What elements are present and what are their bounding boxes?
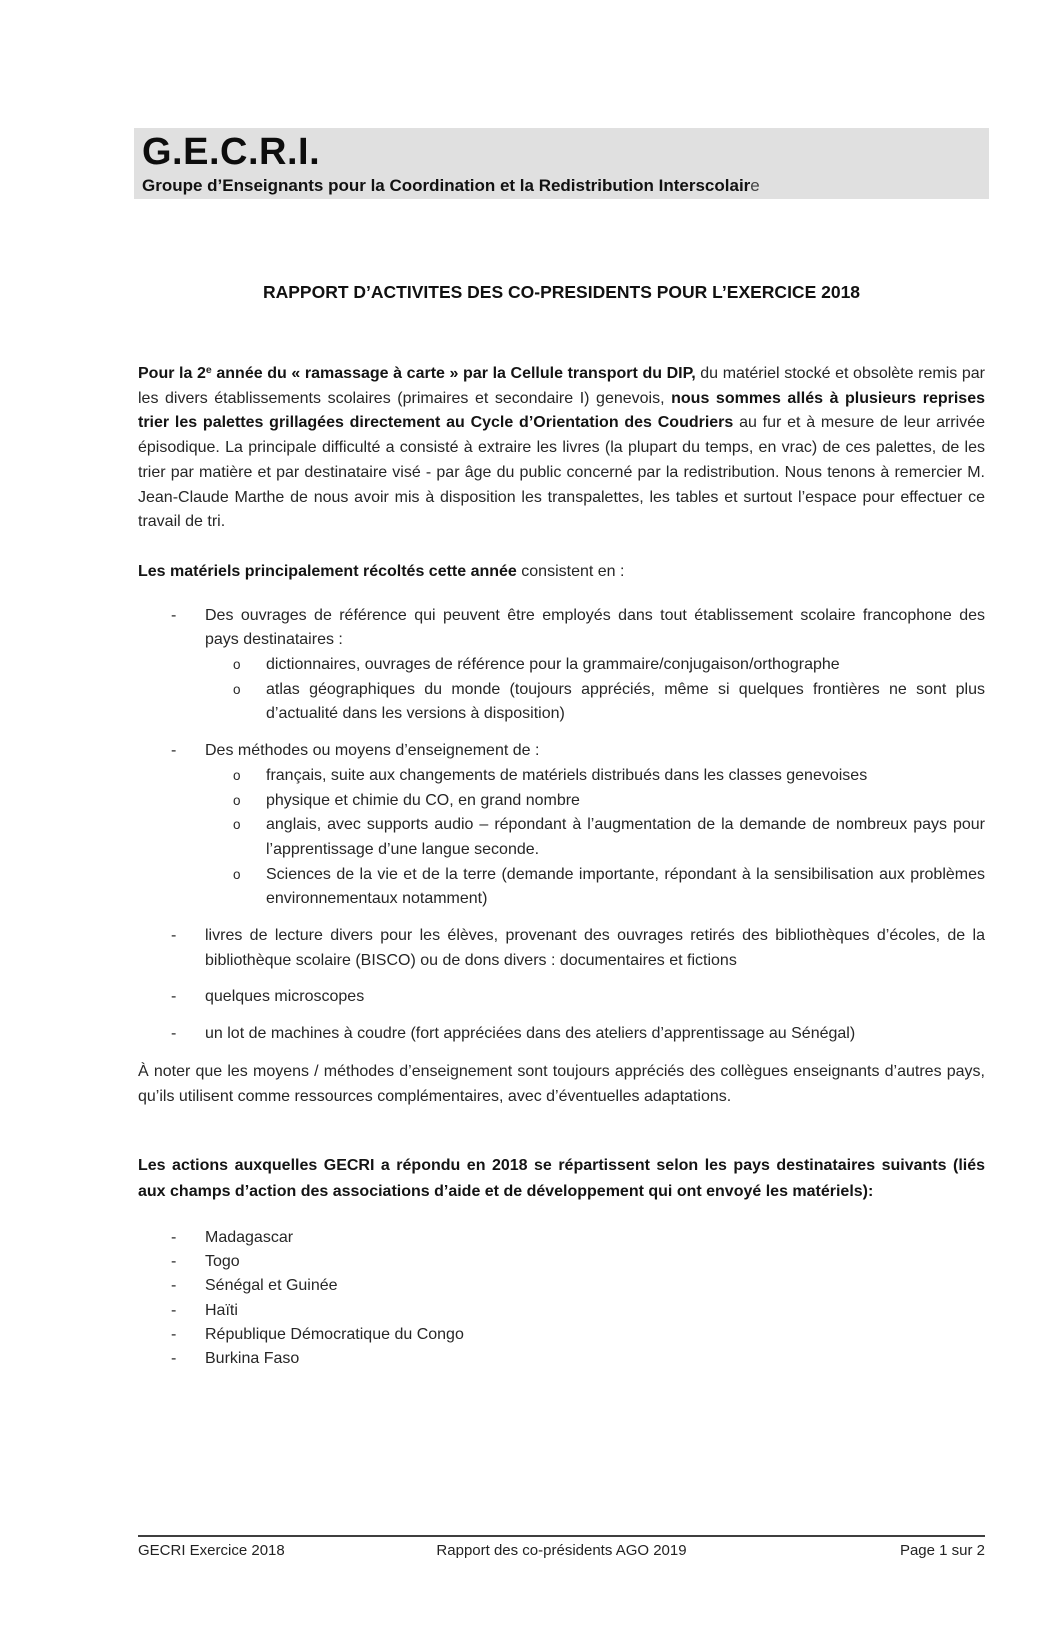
ordinal-superscript: e xyxy=(205,364,212,376)
sub-list-item xyxy=(138,653,985,678)
dash-bullet: - xyxy=(171,1025,177,1043)
intro-paragraph xyxy=(138,358,985,535)
footer-right-text: Page 1 sur 2 xyxy=(899,1542,985,1559)
sub-list-item xyxy=(138,863,985,912)
sub-list-item-text: français, suite aux changements de matériels distribués dans les classes genevoises xyxy=(266,766,868,784)
list-item xyxy=(138,924,985,973)
list-item-text: Des méthodes ou moyens d’enseignement de : xyxy=(205,742,540,760)
country-list-item-text: Burkina Faso xyxy=(205,1350,300,1368)
country-list-item xyxy=(138,1323,985,1347)
organization-subtitle-tail: e xyxy=(750,176,760,195)
sub-list-item-text: Sciences de la vie et de la terre (demande importante, répondant à la sensibilisation aux problèmes environnementaux notamment) xyxy=(266,865,985,908)
dash-bullet: - xyxy=(171,1326,177,1344)
circle-bullet: o xyxy=(233,767,241,783)
circle-bullet: o xyxy=(233,792,241,808)
circle-bullet: o xyxy=(233,866,241,882)
list-item-text: livres de lecture divers pour les élèves, provenant des ouvrages retirés des bibliothèques d’écoles, de la bibliothèque scolaire (BISCO) ou de dons divers : documentaires et fictions xyxy=(205,927,985,969)
sub-list-item xyxy=(138,678,985,727)
country-list-item xyxy=(138,1299,985,1323)
sub-list-item xyxy=(138,789,985,814)
dash-bullet: - xyxy=(171,927,177,945)
list-item xyxy=(138,604,985,653)
organization-subtitle xyxy=(142,175,989,196)
dash-bullet: - xyxy=(171,1228,177,1246)
intro-regular-1: du matériel stocké et obsolète remis par les divers établissements scolaires (primaires et secondaire I) genevois, xyxy=(138,365,986,407)
list-item xyxy=(138,1022,985,1047)
organization-subtitle-main: Groupe d’Enseignants pour la Coordination et la Redistribution Interscolair xyxy=(142,176,751,195)
sub-list-item-text: dictionnaires, ouvrages de référence pour la grammaire/conjugaison/orthographe xyxy=(266,656,840,674)
country-list-item xyxy=(138,1250,985,1274)
sub-list-item-text: anglais, avec supports audio – répondant à l’augmentation de la demande de nombreux pays pour l’apprentissage d’une langue seconde. xyxy=(266,816,985,858)
country-list-item-text: Togo xyxy=(205,1253,240,1271)
list-item-text: un lot de machines à coudre (fort appréciées dans des ateliers d’apprentissage au Sénégal) xyxy=(205,1025,856,1043)
list-item xyxy=(138,739,985,764)
list-item-text: quelques microscopes xyxy=(205,988,365,1006)
intro-bold-2: nous sommes allés à plusieurs reprises trier les palettes grillagées directement au Cycle d’Orientation des Coudriers xyxy=(138,389,985,432)
list-item-text: Des ouvrages de référence qui peuvent être employés dans tout établissement scolaire francophone des pays destinataires : xyxy=(205,606,985,649)
countries-list xyxy=(138,1226,985,1372)
note-paragraph: À noter que les moyens / méthodes d’enseignement sont toujours appréciés des collègues enseignants d’autres pays, qu’ils utilisent comme ressources complémentaires, avec d’éventuelles adaptations. xyxy=(138,1062,985,1105)
circle-bullet: o xyxy=(233,681,241,697)
materials-heading-bold: Les matériels principalement récoltés cette année xyxy=(138,562,517,580)
intro-bold-lead-rest: année du « ramassage à carte » par la Cellule transport du DIP, xyxy=(211,365,696,382)
footer-left-text: GECRI Exercice 2018 xyxy=(138,1542,285,1559)
country-list-item-text: République Démocratique du Congo xyxy=(205,1326,464,1344)
country-list-item-text: Sénégal et Guinée xyxy=(205,1277,338,1295)
country-list-item-text: Haïti xyxy=(205,1301,238,1319)
country-list-item xyxy=(138,1347,985,1371)
dash-bullet: - xyxy=(171,742,177,760)
page-footer xyxy=(138,1535,985,1559)
dash-bullet: - xyxy=(171,1277,177,1295)
materials-heading-rest: consistent en : xyxy=(516,562,625,580)
materials-section-heading xyxy=(138,560,985,585)
sub-list-item-text: physique et chimie du CO, en grand nombre xyxy=(266,791,580,809)
document-page xyxy=(0,128,1058,1372)
country-list-item-text: Madagascar xyxy=(205,1228,294,1246)
dash-bullet: - xyxy=(171,988,177,1006)
sub-list-item-text: atlas géographiques du monde (toujours appréciés, même si quelques frontières ne sont plus d’actualité dans les versions à disposition) xyxy=(266,680,985,723)
dash-bullet: - xyxy=(171,606,177,624)
intro-regular-2: au fur et à mesure de leur arrivée épisodique. La principale difficulté a consisté à extraire les livres (la plupart du temps, en vrac) de ces palettes, de les trier par matière et par destinataire visé - par âge du public concerné par la redistribution. Nous tenons à remercier M. Jean-Claude Marthe de nous avoir mis à disposition les transpalettes, les tables et surtout l’espace pour effectuer ce travail de tri. xyxy=(138,414,985,531)
country-list-item xyxy=(138,1274,985,1298)
header-banner xyxy=(134,128,989,199)
intro-bold-lead: Pour la 2 xyxy=(138,365,206,382)
country-list-item xyxy=(138,1226,985,1250)
dash-bullet: - xyxy=(171,1301,177,1319)
organization-acronym: G.E.C.R.I. xyxy=(142,131,321,173)
materials-list xyxy=(138,604,985,1047)
circle-bullet: o xyxy=(233,657,241,673)
circle-bullet: o xyxy=(233,817,241,833)
report-title: RAPPORT D’ACTIVITES DES CO-PRESIDENTS POUR L’EXERCICE 2018 xyxy=(262,282,861,302)
list-item xyxy=(138,985,985,1010)
dash-bullet: - xyxy=(171,1253,177,1271)
footer-center-text: Rapport des co-présidents AGO 2019 xyxy=(436,1542,687,1559)
actions-section-heading: Les actions auxquelles GECRI a répondu en 2018 se répartissent selon les pays destinataires suivants (liés aux champs d’action des associations d’aide et de développement qui ont envoyé les matériels): xyxy=(138,1157,985,1200)
dash-bullet: - xyxy=(171,1350,177,1368)
sub-list-item xyxy=(138,813,985,862)
sub-list-item xyxy=(138,764,985,789)
